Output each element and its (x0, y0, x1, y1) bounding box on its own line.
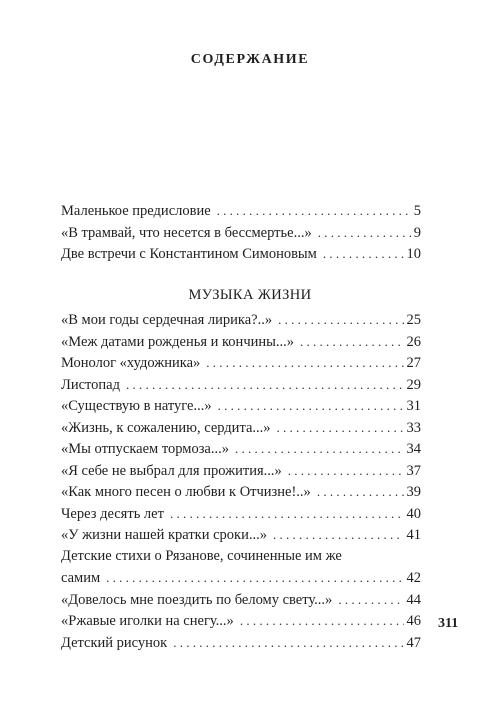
toc-entry-page: 9 (413, 224, 421, 241)
toc-entry-page: 47 (406, 634, 421, 651)
leader-dots (218, 395, 404, 417)
leader-dots (217, 200, 411, 222)
leader-dots (278, 309, 403, 331)
toc-front-list (61, 200, 421, 265)
toc-entry-page: 10 (406, 246, 421, 262)
toc-entry-page: 37 (406, 462, 421, 479)
toc-entry-label: «Довелось мне поездить по белому свету...» (61, 591, 333, 608)
leader-dots (277, 417, 404, 439)
toc-entry (61, 374, 421, 396)
toc-entry (61, 243, 421, 265)
toc-entry-page: 46 (406, 613, 421, 629)
leader-dots (170, 503, 404, 525)
leader-dots (235, 438, 404, 460)
toc-entry-page: 41 (406, 527, 421, 543)
toc-entry-label: «В трамвай, что несется в бессмертье...» (61, 224, 312, 241)
leader-dots (106, 567, 403, 589)
toc-entry-page: 27 (406, 355, 421, 371)
toc-entry (61, 395, 421, 417)
toc-entry-label: «Ржавые иголки на снегу...» (61, 613, 234, 629)
toc-entry-label: Детские стихи о Рязанове, сочиненные им же (61, 547, 342, 564)
leader-dots (206, 352, 403, 374)
toc-entry-label: «У жизни нашей кратки сроки...» (61, 527, 267, 543)
leader-dots (300, 331, 404, 353)
toc-entry-label: Две встречи с Константином Симоновым (61, 246, 317, 262)
toc-entry (61, 438, 421, 460)
toc-entry-label: Детский рисунок (61, 634, 168, 651)
toc-entry-line1 (61, 546, 421, 568)
page-number: 311 (438, 616, 459, 631)
toc-entry-page: 5 (413, 203, 421, 219)
toc-entry (61, 460, 421, 482)
toc-entry-label: «В мои годы сердечная лирика?..» (61, 312, 273, 328)
toc-entry-label-continued: самим (61, 570, 101, 586)
leader-dots (323, 243, 404, 265)
toc-entry-label: «Как много песен о любви к Отчизне!..» (61, 484, 311, 500)
section-title: МУЗЫКА ЖИЗНИ (188, 287, 312, 303)
toc-entry (61, 417, 421, 439)
toc-entry-label: Листопад (61, 376, 120, 393)
toc-entry-page: 44 (406, 591, 421, 608)
toc-entry-page: 34 (406, 441, 421, 457)
toc-title: СОДЕРЖАНИЕ (190, 52, 310, 67)
toc-entry-label: «Меж датами рожденья и кончины...» (61, 333, 294, 350)
toc-entry-label: Маленькое предисловие (61, 203, 211, 219)
toc-entry (61, 352, 421, 374)
toc-entry (61, 200, 421, 222)
toc-entry-label: Через десять лет (61, 505, 164, 522)
toc-entry-wrapped (61, 546, 421, 589)
toc-entry (61, 503, 421, 525)
leader-dots (126, 374, 404, 396)
toc-entry-label: «Я себе не выбрал для прожития...» (61, 462, 282, 479)
leader-dots (173, 632, 403, 654)
leader-dots (240, 610, 404, 632)
toc-entry (61, 222, 421, 244)
toc-entry-page: 31 (406, 398, 421, 414)
toc-entry-page: 42 (406, 570, 421, 586)
leader-dots (317, 481, 404, 503)
toc-entry (61, 481, 421, 503)
toc-entry-page: 39 (406, 484, 421, 500)
leader-dots (318, 222, 411, 244)
toc-entry (61, 331, 421, 353)
toc-entry-label: «Жизнь, к сожалению, сердита...» (61, 419, 271, 436)
toc-entry (61, 524, 421, 546)
toc-entry-page: 25 (406, 312, 421, 328)
toc-entry (61, 632, 421, 654)
toc-entry-line2 (61, 567, 421, 589)
toc-entry (61, 589, 421, 611)
toc-section-list (61, 309, 421, 653)
toc-entry-page: 29 (406, 376, 421, 393)
toc-entry-page: 40 (406, 505, 421, 522)
toc-entry-page: 33 (406, 419, 421, 436)
toc-entry-label: «Мы отпускаем тормоза...» (61, 441, 229, 457)
leader-dots (273, 524, 404, 546)
toc-entry-label: «Существую в натуге...» (61, 398, 212, 414)
toc-entry-page: 26 (406, 333, 421, 350)
toc-entry (61, 309, 421, 331)
toc-entry-label: Монолог «художника» (61, 355, 201, 371)
leader-dots (338, 589, 403, 611)
toc-entry (61, 610, 421, 632)
leader-dots (288, 460, 404, 482)
